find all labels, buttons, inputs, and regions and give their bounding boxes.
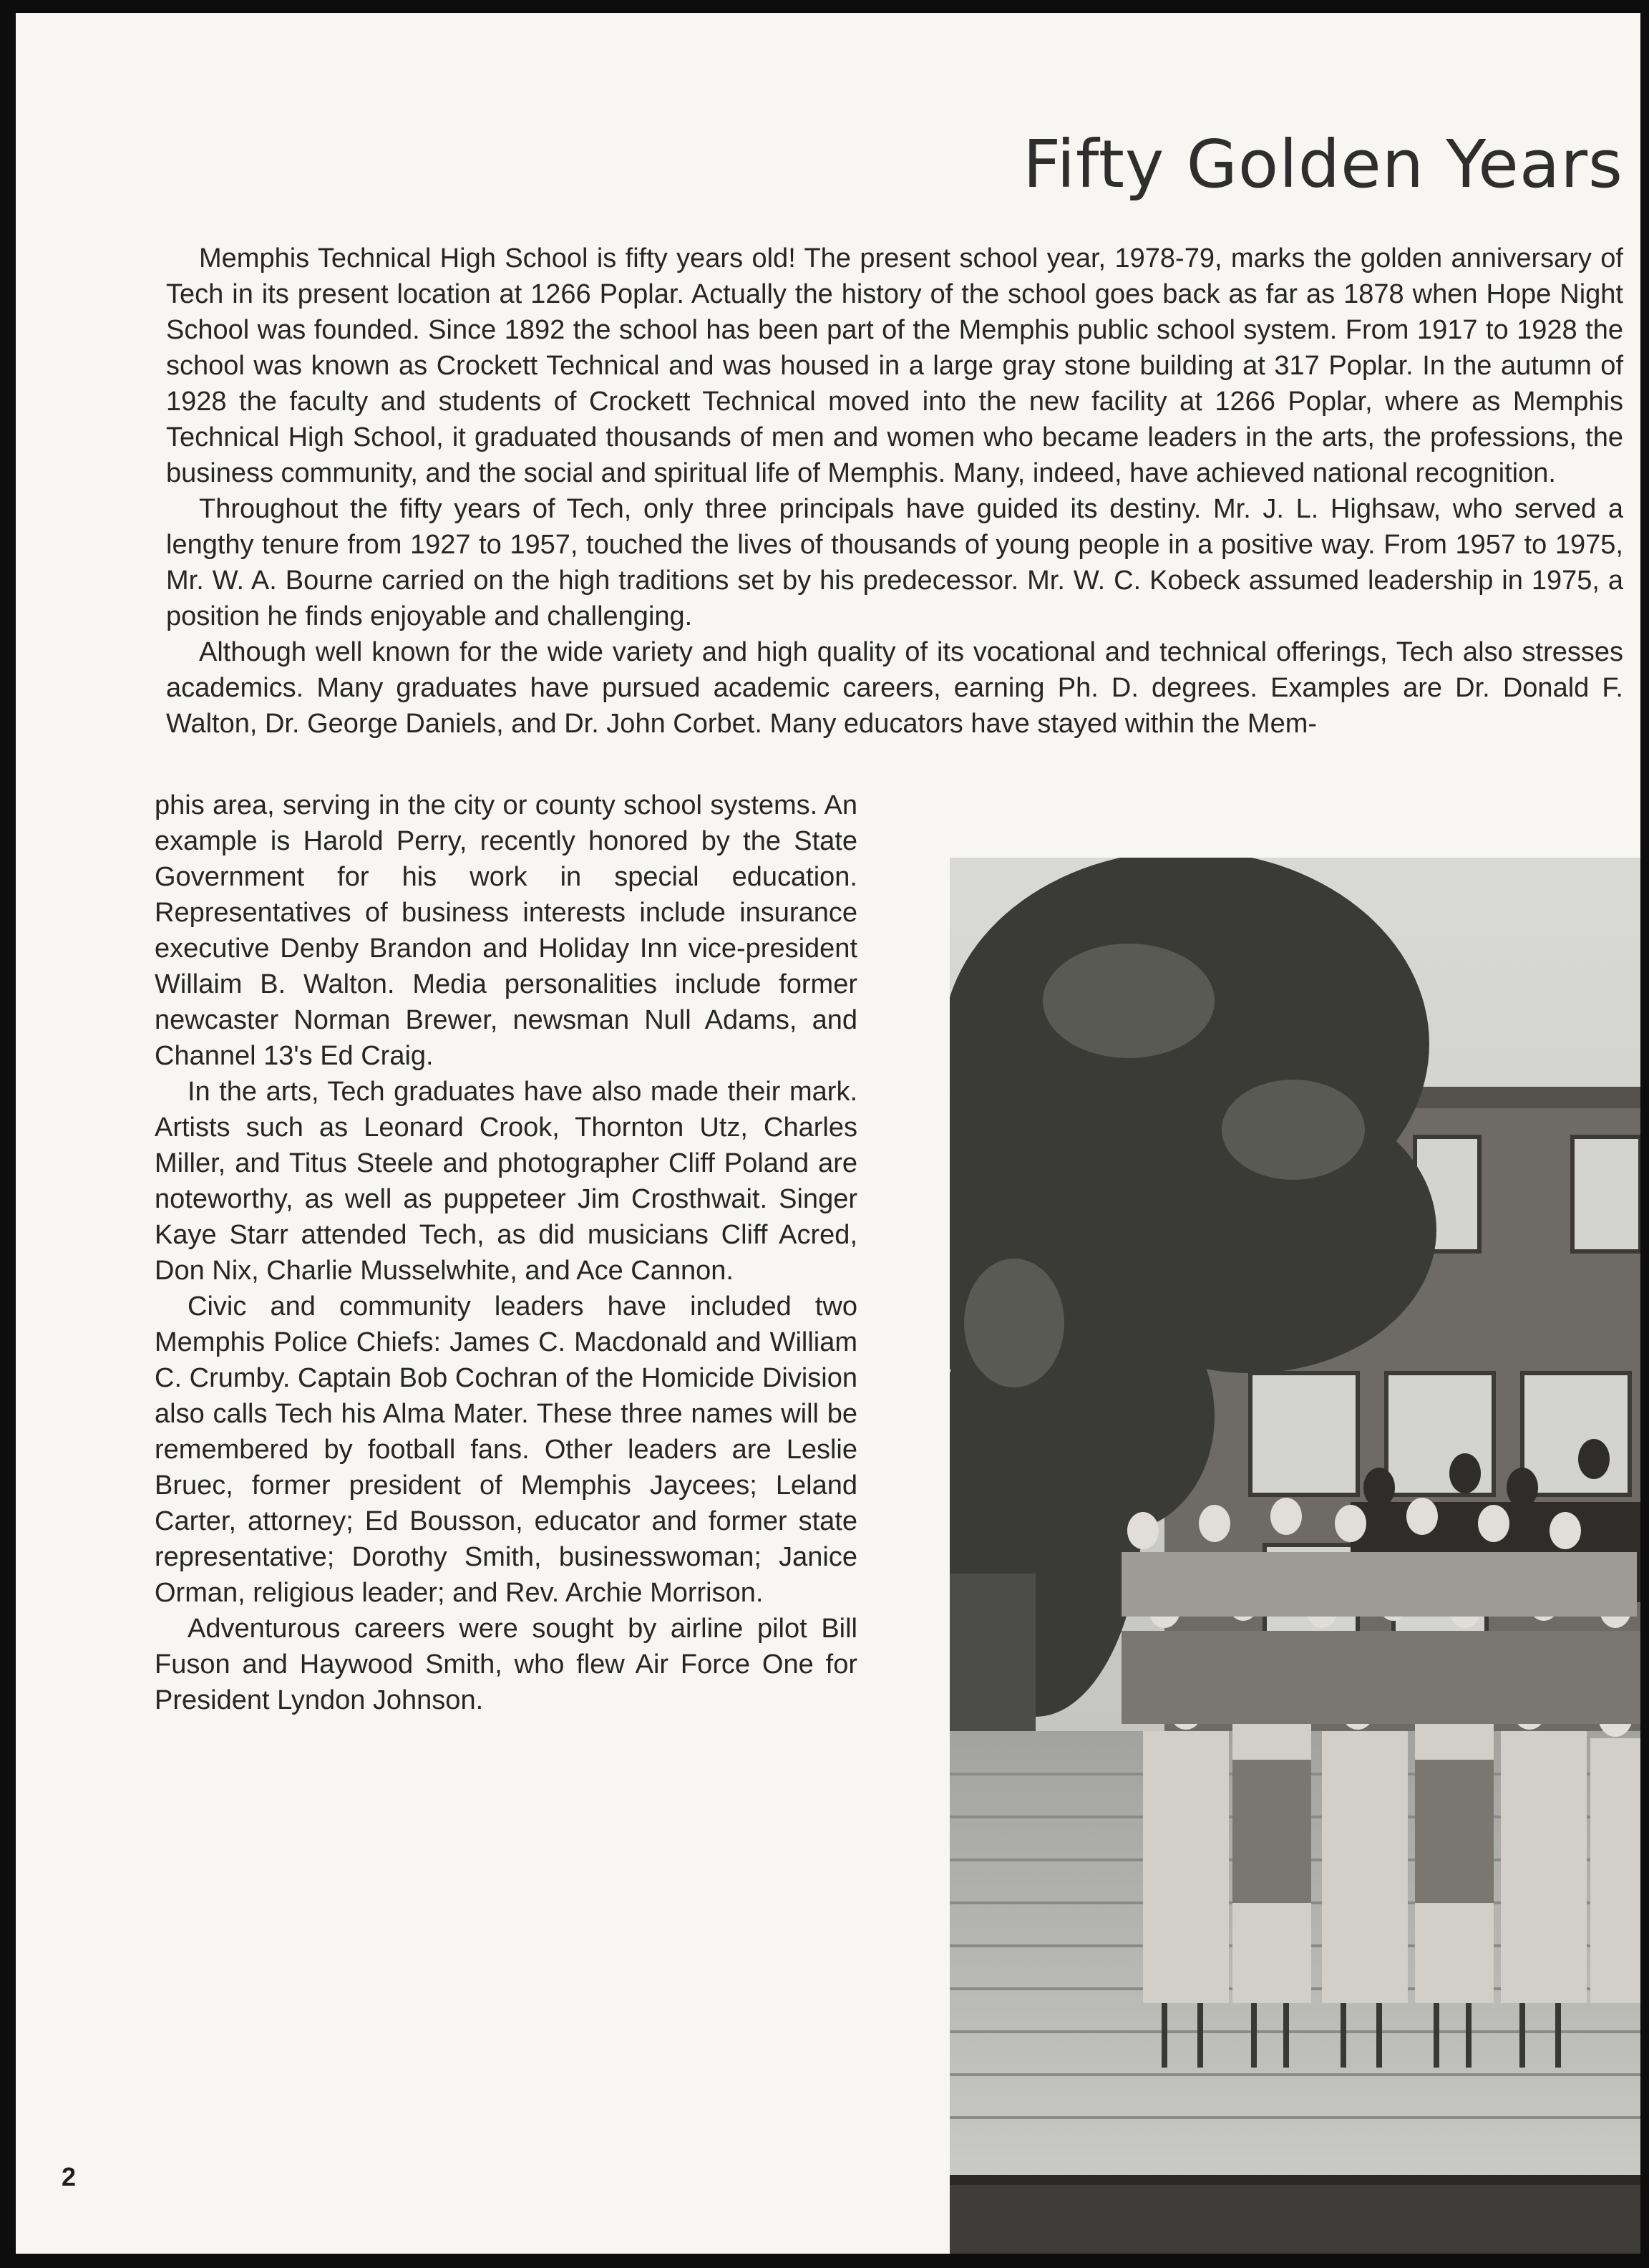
- page-number: 2: [62, 2162, 77, 2191]
- careers-paragraph: Adventurous careers were sought by airline pilot Bill Fuson and Haywood Smith, who flew Air Force One for President Lyndon Johnson.: [155, 1614, 857, 1715]
- yearbook-page: [16, 13, 1640, 2254]
- intro-paragraph-principals: Throughout the fifty years of Tech, only three principals have guided its destiny. Mr. J. L. Highsaw, who served a lengthy tenure from 1927 to 1957, touched the lives of thousands of young people in a positive way. From 1957 to 1975, Mr. W. A. Bourne carried on the high traditions set by his predecessor. Mr. W. C. Kobeck assumed leadership in 1975, a position he finds enjoyable and challenging.: [166, 494, 1623, 631]
- left-column-text: [155, 788, 857, 1718]
- photo-illustration: [950, 858, 1640, 2254]
- school-group-photo: [950, 858, 1640, 2254]
- continuation-paragraph: phis area, serving in the city or county school systems. An example is Harold Perry, recently honored by the State Government for his work in special education. Representatives of business interests include insurance executive Denby Brandon and Holiday Inn vice-president Willaim B. Walton. Media personalities include former newcaster Norman Brewer, newsman Null Adams, and Channel 13's Ed Craig.: [155, 790, 857, 1071]
- intro-paragraph-history: Memphis Technical High School is fifty years old! The present school year, 1978-79, marks the golden anniversary of Tech in its present location at 1266 Poplar. Actually the history of the school goes back as far as 1878 when Hope Night School was founded. Since 1892 the school has been part of the Memphis public school system. From 1917 to 1928 the school was known as Crockett Technical and was housed in a large gray stone building at 317 Poplar. In the autumn of 1928 the faculty and students of Crockett Technical moved into the new facility at 1266 Poplar, where as Memphis Technical High School, it graduated thousands of men and women who became leaders in the arts, the professions, the business community, and the social and spiritual life of Memphis. Many, indeed, have achieved national recognition.: [166, 243, 1623, 488]
- civic-paragraph: Civic and community leaders have included two Memphis Police Chiefs: James C. Macdonald and William C. Crumby. Captain Bob Cochran of the Homicide Division also calls Tech his Alma Mater. These three names will be remembered by football fans. Other leaders are Leslie Bruec, former president of Memphis Jaycees; Leland Carter, attorney; Ed Bousson, educator and former state representative; Dorothy Smith, businesswoman; Janice Orman, religious leader; and Rev. Archie Morrison.: [155, 1292, 857, 1608]
- arts-paragraph: In the arts, Tech graduates have also made their mark. Artists such as Leonard Crook, Thornton Utz, Charles Miller, and Titus Steele and photographer Cliff Poland are noteworthy, as well as puppeteer Jim Crosthwait. Singer Kaye Starr attended Tech, as did musicians Cliff Acred, Don Nix, Charlie Musselwhite, and Ace Cannon.: [155, 1077, 857, 1286]
- intro-paragraph-academics: Although well known for the wide variety and high quality of its vocational and technical offerings, Tech also stresses academics. Many graduates have pursued academic careers, earning Ph. D. degrees. Examples are Dr. Donald F. Walton, Dr. George Daniels, and Dr. John Corbet. Many educators have stayed within the Mem-: [166, 637, 1623, 739]
- intro-text: [166, 241, 1623, 742]
- page-title: Fifty Golden Years: [1023, 126, 1623, 203]
